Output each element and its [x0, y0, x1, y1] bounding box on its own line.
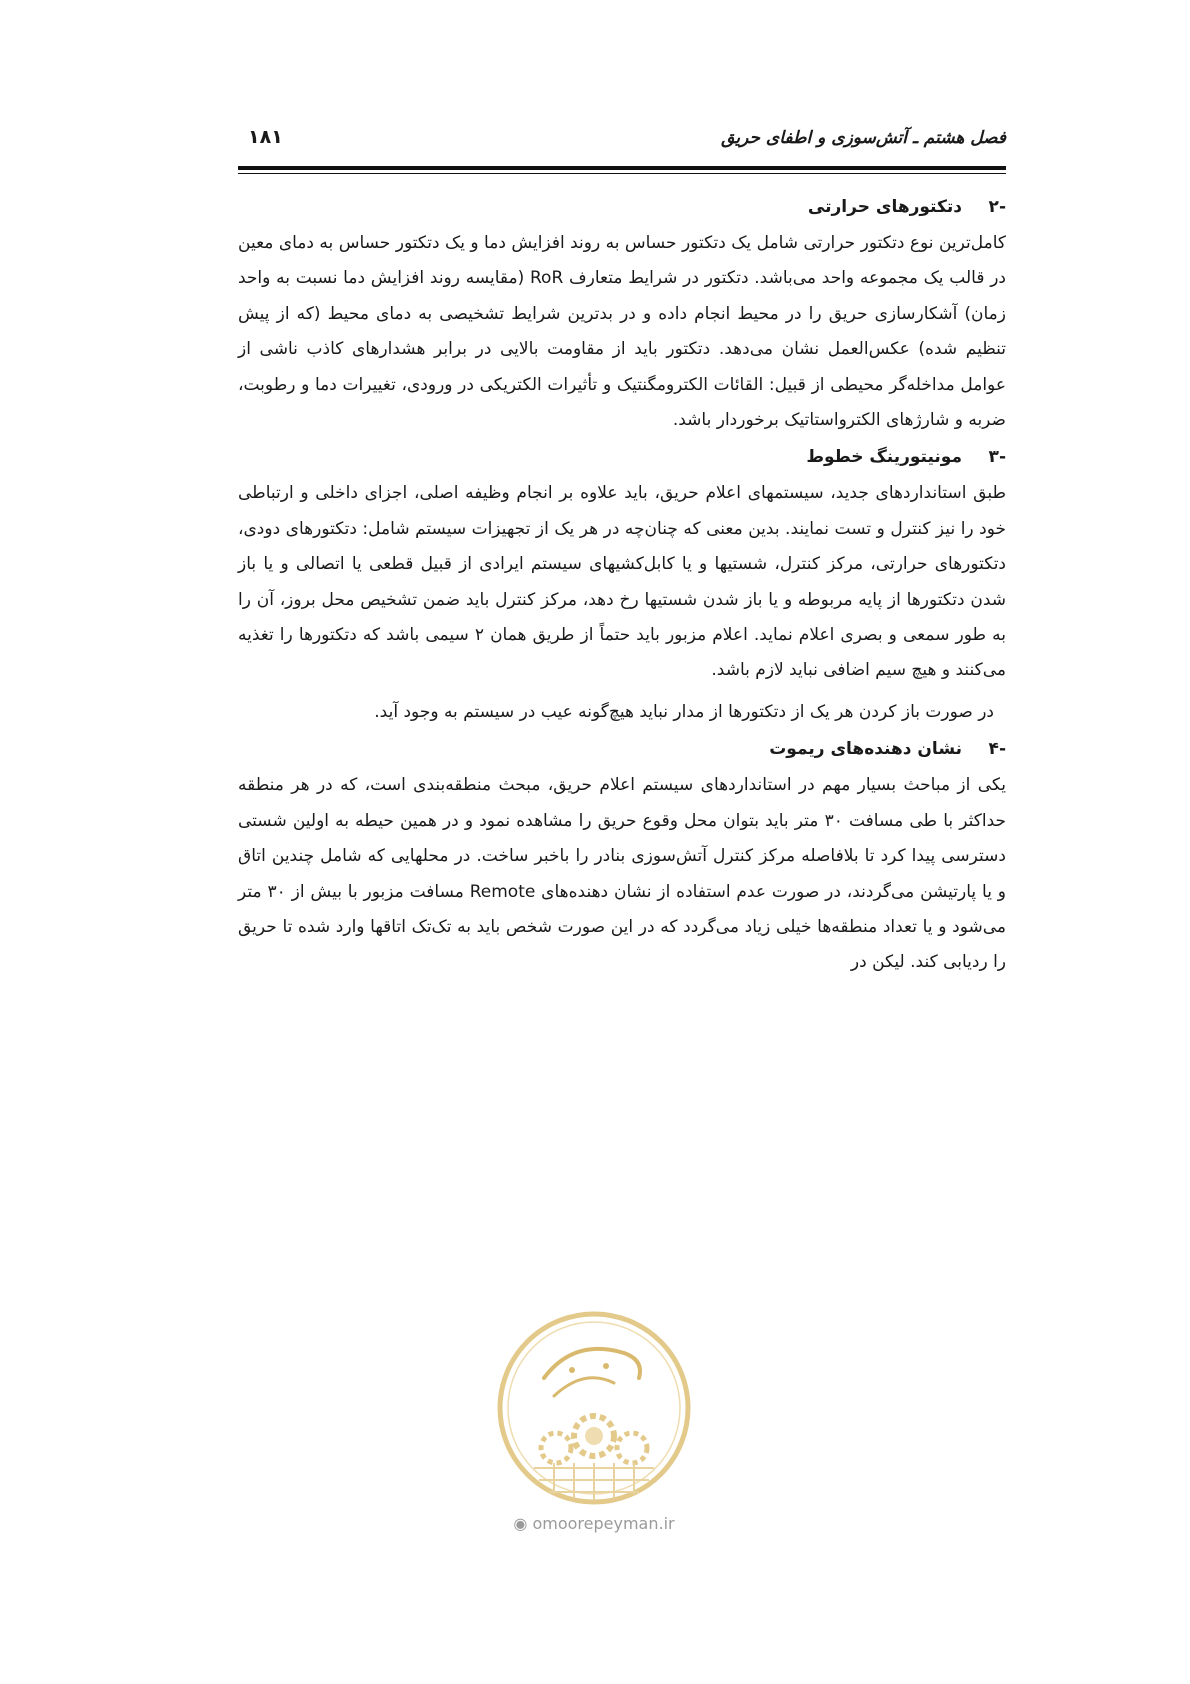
page-header	[238, 124, 1006, 158]
section-heading	[238, 730, 1006, 768]
section-title: مونیتورینگ خطوط	[806, 447, 962, 468]
watermark-site-text: omoorepeyman.ir	[532, 1514, 675, 1533]
page-number: ۱۸۱	[248, 126, 283, 148]
paragraph: در صورت باز کردن هر یک از دتکتورها از مدار نباید هیچ‌گونه عیب در سیستم به وجود آید.	[374, 701, 994, 722]
watermark-site	[494, 1514, 694, 1533]
globe-icon: ◉	[513, 1514, 528, 1533]
section-title: نشان دهنده‌های ریموت	[769, 739, 962, 760]
section-line-monitoring	[238, 438, 1006, 730]
section-heading	[238, 438, 1006, 476]
section-number: -۳	[988, 447, 1006, 468]
section-number: -۲	[988, 197, 1006, 217]
section-heat-detectors	[238, 188, 1006, 438]
watermark-logo	[494, 1308, 694, 1508]
section-number: -۴	[988, 739, 1006, 760]
header-rule-thin	[238, 173, 1006, 174]
section-heading	[238, 188, 1006, 226]
paragraph: طبق استانداردهای جدید، سیستمهای اعلام حریق، باید علاوه بر انجام وظیفه اصلی، اجزای داخلی و ارتباطی خود را نیز کنترل و تست نمایند. بدین معنی که چنان‌چه در هر یک از تجهیزات سیستم شامل: دتکتورهای دودی، دتکتورهای حرارتی، مرکز کنترل، شستیها و یا کابل‌کشیهای سیستم ایرادی از قبیل قطعی یا اتصالی و یا باز شدن دتکتورها از پایه مربوطه و یا باز شدن شستیها رخ دهد، مرکز کنترل باید ضمن تشخیص محل بروز، آن را به طور سمعی و بصری اعلام نماید. اعلام مزبور باید حتماً از طریق همان ۲ سیمی باشد که دتکتورها را تغذیه می‌کنند و هیچ سیم اضافی نباید لازم باشد.	[238, 483, 1006, 681]
paragraph: یکی از مباحث بسیار مهم در استانداردهای سیستم اعلام حریق، مبحث منطقه‌بندی است، که در هر منطقه حداکثر با طی مسافت ۳۰ متر باید بتوان محل وقوع حریق را مشاهده نمود و در همین حیطه به اولین شستی دسترسی پیدا کرد تا بلافاصله مرکز کنترل آتش‌سوزی بنادر را باخبر ساخت. در محلهایی که شامل چندین اتاق و یا پارتیشن می‌گردند، در صورت عدم استفاده از نشان دهنده‌های Remote مسافت مزبور با بیش از ۳۰ متر می‌شود و یا تعداد منطقه‌ها خیلی زیاد می‌گردد که در این صورت شخص باید به تک‌تک اتاقها وارد شده تا حریق را ردیابی کند. لیکن در	[238, 775, 1006, 973]
paragraph: کامل‌ترین نوع دتکتور حرارتی شامل یک دتکتور حساس به روند افزایش دما و یک دتکتور حساس به دمای معین در قالب یک مجموعه واحد می‌باشد. دتکتور در شرایط متعارف RoR (مقایسه روند افزایش دما نسبت به واحد زمان) آشکارسازی حریق را در محیط انجام داده و در بدترین شرایط تشخیصی به دمای محیط (که از پیش تنظیم شده) عکس‌العمل نشان می‌دهد. دتکتور باید از مقاومت بالایی در برابر هشدارهای کاذب ناشی از عوامل مداخله‌گر محیطی از قبیل: القائات الکترومگنتیک و تأثیرات الکتریکی در ورودی، تغییرات دما و رطوبت، ضربه و شارژهای الکترواستاتیک برخوردار باشد.	[238, 233, 1006, 431]
header-rule-thick	[238, 166, 1006, 170]
section-remote-indicators	[238, 730, 1006, 980]
chapter-title: فصل هشتم ـ آتش‌سوزی و اطفای حریق	[721, 128, 1006, 148]
body-content	[238, 188, 1006, 981]
section-title: دتکتورهای حرارتی	[807, 197, 962, 217]
